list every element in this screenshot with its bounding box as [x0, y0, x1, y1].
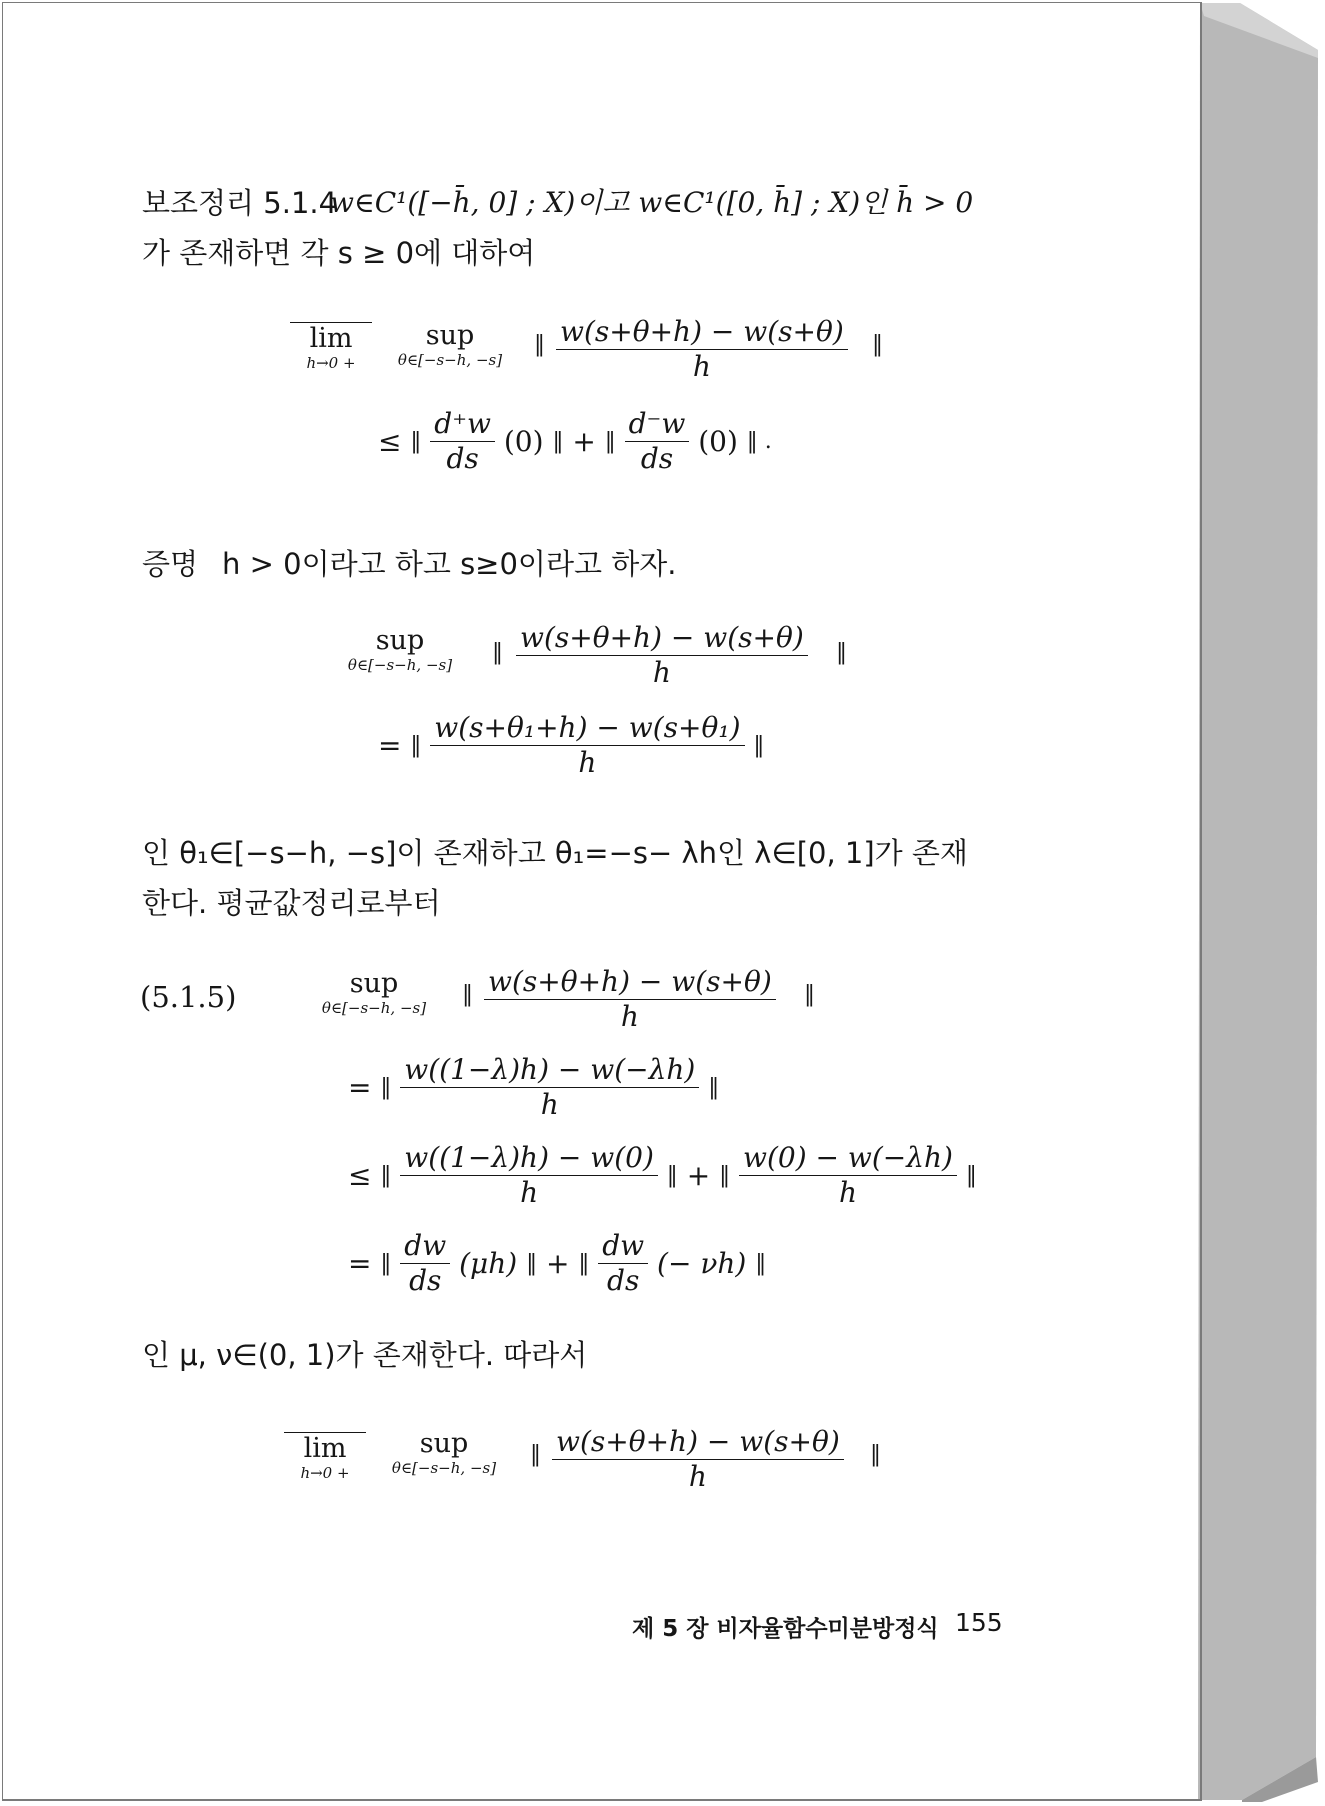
limsup-subscript: h→0 + — [300, 1464, 350, 1482]
eq515-step3: = ‖ $\frac{dw}{ds}$ (μh) ‖ + ‖ $\frac{dw}{ds}$ (− νh) ‖ — [348, 1229, 767, 1297]
sup-op: sup — [419, 1428, 469, 1459]
norm-bar: ‖ — [534, 332, 545, 357]
fraction-denominator: h — [688, 1460, 707, 1493]
proof-label: 증명 — [142, 547, 199, 581]
step3b-argument: (− νh) — [657, 1247, 747, 1280]
ds-denominator: ds — [409, 1264, 442, 1297]
ds-denominator: ds — [640, 442, 674, 475]
proof-text-munu: 인 μ, ν∈(0, 1)가 존재한다. 따라서 — [142, 1338, 588, 1372]
eval-zero: (0) — [698, 425, 738, 458]
proof-intro: h > 0이라고 하고 s≥0이라고 하자. — [222, 547, 677, 581]
final-sup-operator — [374, 1428, 514, 1476]
fraction-numerator: w(s+θ+h) − w(s+θ) — [556, 316, 848, 350]
sup-subscript: θ∈[−s−h, −s] — [321, 999, 427, 1017]
limsup-lim: lim — [290, 322, 372, 355]
fraction-numerator: w(s+θ+h) − w(s+θ) — [516, 622, 808, 656]
lemma-sup-operator — [380, 320, 520, 368]
sup-subscript: θ∈[−s−h, −s] — [347, 656, 453, 674]
lemma-diff-quotient — [556, 316, 848, 383]
norm-bar: ‖ — [530, 1442, 541, 1467]
fraction-denominator: h — [692, 350, 711, 383]
fraction-numerator: w(s+θ+h) − w(s+θ) — [484, 966, 776, 1000]
fraction-denominator: h — [620, 1000, 639, 1033]
lemma-bound-line: ≤ ‖ $\frac{d^+w}{ds}$ (0) ‖ + ‖ $\frac{d^-w}{ds}$ (0) ‖ . — [378, 407, 772, 475]
proof-theta1-line: = ‖ $\frac{\text{w(s+θ₁+h) − w(s+θ₁)}}{h}$ ‖ — [378, 711, 765, 779]
proof-text-theta1-line2: 한다. 평균값정리로부터 — [142, 886, 441, 920]
fraction-numerator: w(s+θ+h) − w(s+θ) — [552, 1426, 844, 1460]
norm-bar: ‖ — [836, 640, 847, 665]
equation-number: (5.1.5) — [140, 980, 237, 1014]
step1-numerator: w((1−λ)h) − w(−λh) — [400, 1054, 699, 1088]
step2b-numerator: w(0) − w(−λh) — [739, 1142, 957, 1176]
limsup-subscript: h→0 + — [306, 354, 356, 372]
sup-subscript: θ∈[−s−h, −s] — [397, 351, 503, 369]
dplus-numerator: d⁺w — [430, 408, 495, 442]
fraction-denominator: h — [578, 746, 597, 779]
sup-op: sup — [349, 968, 399, 999]
page-number: 155 — [955, 1608, 1003, 1637]
theta1-numerator: w(s+θ₁+h) − w(s+θ₁) — [430, 712, 744, 746]
fraction-denominator: h — [520, 1176, 539, 1209]
proof-sup-operator — [330, 625, 470, 673]
lemma-hypothesis-line1: w∈C¹([−h̄, 0] ; X)이고 w∈C¹([0, h̄] ; X)인 h̄ > 0 — [330, 186, 974, 219]
lemma-limsup-operator — [290, 322, 372, 371]
norm-bar: ‖ — [804, 982, 815, 1007]
fraction-denominator: h — [838, 1176, 857, 1209]
sup-subscript: θ∈[−s−h, −s] — [391, 1459, 497, 1477]
limsup-lim: lim — [284, 1432, 366, 1465]
eq515-step1: = ‖ $\frac{w((1-\lambda)h) - w(-\lambda h)}{h}$ ‖ — [348, 1053, 720, 1121]
ds-denominator: ds — [446, 442, 479, 475]
sup-op: sup — [375, 625, 425, 656]
dminus-numerator: d⁻w — [625, 408, 690, 442]
dw-numerator: dw — [598, 1230, 648, 1264]
eq515-step2: ≤ ‖ $\frac{w((1-\lambda)h) - w(0)}{h}$ ‖ + ‖ $\frac{w(0) - w(-\lambda h)}{h}$ ‖ — [348, 1141, 977, 1209]
ds-denominator: ds — [607, 1264, 640, 1297]
sup-op: sup — [425, 320, 475, 351]
eq515-diff-quotient — [484, 966, 776, 1033]
proof-text-theta1-line1: 인 θ₁∈[−s−h, −s]이 존재하고 θ₁=−s− λh인 λ∈[0, 1]가 존재 — [142, 836, 968, 870]
norm-bar: ‖ — [462, 982, 473, 1007]
proof-diff-quotient — [516, 622, 808, 689]
norm-bar: ‖ — [492, 640, 503, 665]
fraction-denominator: h — [540, 1088, 559, 1121]
dw-numerator: dw — [400, 1230, 450, 1264]
fraction-denominator: h — [652, 656, 671, 689]
step2a-numerator: w((1−λ)h) − w(0) — [400, 1142, 658, 1176]
eval-zero: (0) — [503, 425, 544, 458]
lemma-label: 보조정리 5.1.4 — [142, 186, 338, 220]
norm-bar: ‖ — [870, 1442, 881, 1467]
final-diff-quotient — [552, 1426, 844, 1493]
step3a-argument: (μh) — [459, 1247, 518, 1280]
lemma-hypothesis-line2: 가 존재하면 각 s ≥ 0에 대하여 — [142, 236, 536, 270]
norm-bar: ‖ — [872, 332, 883, 357]
final-limsup-operator — [284, 1432, 366, 1481]
eq515-sup-operator — [304, 968, 444, 1016]
running-title: 제 5 장 비자율함수미분방정식 — [632, 1616, 939, 1642]
